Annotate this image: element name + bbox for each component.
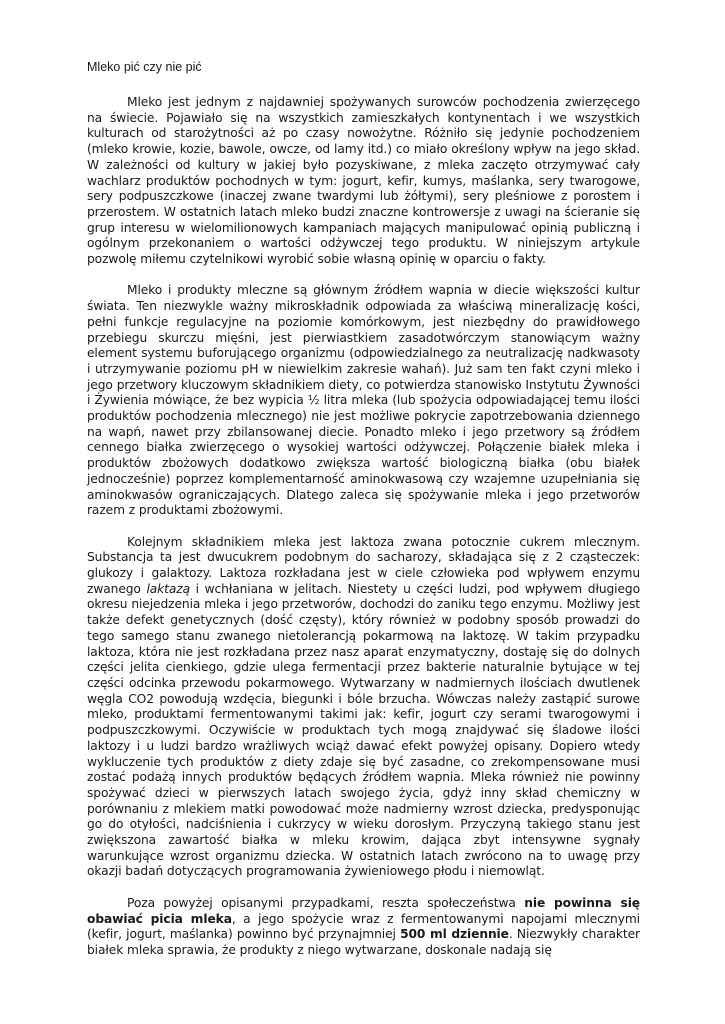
paragraph-1-text: Mleko jest jednym z najdawniej spożywanych surowców pochodzenia zwierzęcego na świecie. Pojawiało się na wszystkich zamieszkałych kontynentach i we wszystkich kulturach od starożytności aż po czasy nowożytne. Różniło się jedynie pochodzeniem (mleko krowie, kozie, bawole, owcze, od lamy itd.) co miało określony wpływ na jego skład. W zależności od kultury w jakiej było pozyskiwane, z mleka zaczęto otrzymywać cały wachlarz produktów pochodnych w tym: jogurt, kefir, kumys, maślanka, sery twarogowe, sery podpuszczkowe (inaczej zwane twardymi lub żółtymi), sery pleśniowe z porostem i przerostem. W ostatnich latach mleko budzi znaczne kontrowersje z uwagi na ścieranie się grup interesu w wielomilionowych kampaniach mających manipulować opinią publiczną i ogólnym przekonaniem o wartości odżywczej tego produktu. W niniejszym artykule pozwolę miłemu czytelnikowi wyrobić sobie własną opinię w oparciu o fakty. bbox=[87, 95, 640, 267]
document-title: Mleko pić czy nie pić bbox=[87, 60, 202, 74]
paragraph-4-bold-phrase-1: nie powinna się obawiać picia mleka bbox=[87, 895, 641, 926]
paragraph-4-text-a: Poza powyżej opisanymi przypadkami, reszta społeczeństwa bbox=[127, 895, 525, 910]
paragraph-4-text-c: . Niezwykły charakter białek mleka sprawia, że produkty z niego wytwarzane, doskonale nadają się bbox=[87, 927, 640, 957]
paragraph-4-text-b: , a jego spożycie wraz z fermentowanymi napojami mlecznymi (kefir, jogurt, maślanka) powinno być przynajmniej bbox=[87, 911, 640, 942]
paragraph-2 bbox=[87, 283, 640, 519]
paragraph-3-text-b: i wchłaniana w jelitach. Niestety u części ludzi, pod wpływem długiego okresu niejedzenia mleka i jego przetworów, dochodzi do zaniku tego enzymu. Możliwy jest także defekt genetycznych (dość częsty), który również w podobny sposób prowadzi do tego samego stanu zwanego nietolerancją pokarmową na laktozę. W takim przypadku laktoza, która nie jest rozkładana przez nasz aparat enzymatyczny, dostaję się do dolnych części jelita cienkiego, gdzie ulega fermentacji przez bakterie naturalnie bytujące w tej części odcinka przewodu pokarmowego. Wytwarzany w nadmiernych ilościach dwutlenek węgla CO2 powodują wzdęcia, biegunki i bóle brzucha. Wówczas należy zastąpić surowe mleko, produktami fermentowanymi takimi jak: kefir, jogurt czy serami twarogowymi i podpuszczkowymi. Oczywiście w produktach tych mogą znajdywać się śladowe ilości laktozy i u ludzi bardzo wrażliwych wciąż dawać efekt powyżej opisany. Dopiero wtedy wykluczenie tych produktów z diety zdaje się być zasadne, co zrekompensowane musi zostać podażą innych produktów będących źródłem wapnia. Mleka również nie powinny spożywać dzieci w pierwszych latach swojego życia, gdyż inny skład chemiczny w porównaniu z mlekiem matki powodować może nadmierny wzrost dziecka, predysponując go do otyłości, nadciśnienia i cukrzycy w wieku dorosłym. Przyczyną takiego stanu jest zwiększona zawartość białka w mleku krowim, dająca zbyt intensywne sygnały warunkujące wzrost organizmu dziecka. W ostatnich latach zwrócono na to uwagę przy okazji badań dotyczących programowania żywieniowego płodu i niemowląt. bbox=[87, 581, 640, 879]
paragraph-3-text-a: Kolejnym składnikiem mleka jest laktoza zwana potocznie cukrem mlecznym. Substancja ta jest dwucukrem podobnym do sacharozy, składająca się z 2 cząsteczek: glukozy i galaktozy. Laktoza rozkładana jest w ciele człowieka pod wpływem enzymu zwanego bbox=[87, 534, 640, 596]
paragraph-4 bbox=[87, 896, 640, 959]
paragraph-3 bbox=[87, 535, 640, 880]
paragraph-1 bbox=[87, 95, 640, 268]
document-body bbox=[87, 95, 640, 974]
paragraph-2-text: Mleko i produkty mleczne są głównym źródłem wapnia w diecie większości kultur świata. Ten niezwykle ważny mikroskładnik odpowiada za właściwą mineralizację kości, pełni funkcje regulacyjne na poziomie komórkowym, jest niezbędny do prawidłowego przebiegu skurczu mięśni, jest pierwiastkiem zasadotwórczym stanowiącym ważny element systemu buforującego organizmu (odpowiedzialnego za neutralizację nadkwasoty i utrzymywanie poziomu pH w niewielkim zakresie wahań). Już sam ten fakt czyni mleko i jego przetwory kluczowym składnikiem diety, co potwierdza stanowisko Instytutu Żywności i Żywienia mówiące, że bez wypicia ½ litra mleka (lub spożycia odpowiadającej temu ilości produktów pochodzenia mlecznego) nie jest możliwe pokrycie zapotrzebowania dziennego na wapń, nawet przy zbilansowanej diecie. Ponadto mleko i jego przetwory są źródłem cennego białka zwierzęcego o wysokiej wartości odżywczej. Połączenie białek mleka i produktów zbożowych dodatkowo zwiększa wartość biologiczną białka (obu białek jednocześnie) poprzez komplementarność aminokwasową czy wzajemne uzupełniania się aminokwasów ograniczających. Dlatego zaleca się spożywanie mleka i jego przetworów razem z produktami zbożowymi. bbox=[87, 283, 640, 518]
paragraph-4-bold-phrase-2: 500 ml dziennie bbox=[400, 927, 509, 942]
paragraph-3-italic-term: laktazą bbox=[146, 581, 191, 596]
